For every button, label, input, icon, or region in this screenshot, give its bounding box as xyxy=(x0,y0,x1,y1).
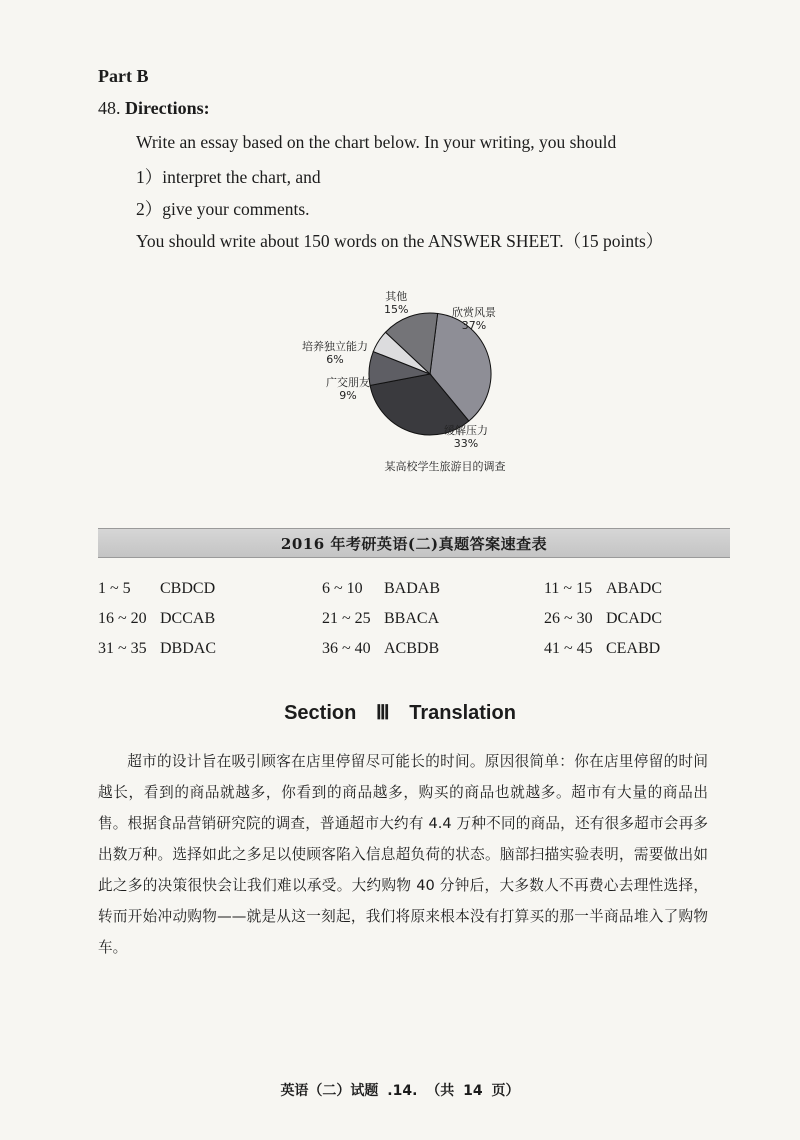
directions-label: Directions: xyxy=(125,98,210,118)
pie-chart xyxy=(290,280,550,480)
answer-cell: 6 ~ 10 BADAB xyxy=(322,580,441,597)
answer-cell: 26 ~ 30 DCADC xyxy=(544,610,663,627)
answer-cell: 21 ~ 25 BBACA xyxy=(322,610,440,627)
table-row xyxy=(98,640,738,660)
answer-cell: 31 ~ 35 DBDAC xyxy=(98,640,217,657)
directions-line: 1）interpret the chart, and xyxy=(136,167,321,187)
table-row xyxy=(98,610,738,630)
directions-line: 2）give your comments. xyxy=(136,199,310,219)
answer-table-title: 2016 年考研英语(二)真题答案速查表 xyxy=(280,534,548,553)
answer-cell: 11 ~ 15 ABADC xyxy=(544,580,663,597)
directions-line: You should write about 150 words on the ANSWER SHEET.（15 points） xyxy=(136,231,664,251)
answer-cell: 16 ~ 20 DCCAB xyxy=(98,610,216,627)
section-title: Section Ⅲ Translation xyxy=(284,702,516,724)
slice-label-friends: 广交朋友 9% xyxy=(326,376,370,402)
slice-label-other: 其他 15% xyxy=(384,290,409,316)
table-row xyxy=(98,580,738,600)
slice-label-scenery: 欣赏风景 37% xyxy=(452,306,496,332)
directions-line: Write an essay based on the chart below. In your writing, you should xyxy=(136,132,617,152)
directions-heading xyxy=(98,98,210,119)
answer-cell: 41 ~ 45 CEABD xyxy=(544,640,661,657)
answer-cell: 36 ~ 40 ACBDB xyxy=(322,640,440,657)
answer-cell: 1 ~ 5 CBDCD xyxy=(98,580,216,597)
answer-table-banner xyxy=(98,528,730,558)
question-number: 48. xyxy=(98,98,121,118)
part-heading: Part B xyxy=(98,66,149,86)
translation-passage: 超市的设计旨在吸引顾客在店里停留尽可能长的时间。原因很简单：你在店里停留的时间越长，看到的商品就越多，你看到的商品越多，购买的商品也就越多。超市有大量的商品出售。根据食品营销研究院的调查，普通超市大约有 4.4 万种不同的商品，还有很多超市会再多出数万种。选择如此之多足以使顾客陷入信息超负荷的状态。脑部扫描实验表明，需要做出如此之多的决策很快会让我们难以承受。大约购物 40 分钟后，大多数人不再费心去理性选择，转而开始冲动购物——就是从这一刻起，我们将原来根本没有打算买的那一半商品堆入了购物车。 xyxy=(98,753,708,956)
chart-caption: 某高校学生旅游目的调查 xyxy=(384,460,506,473)
page-footer: 英语（二）试题 .14. （共 14 页） xyxy=(280,1083,520,1099)
slice-label-stress: 缓解压力 33% xyxy=(444,424,488,450)
slice-label-independence: 培养独立能力 6% xyxy=(302,340,368,366)
